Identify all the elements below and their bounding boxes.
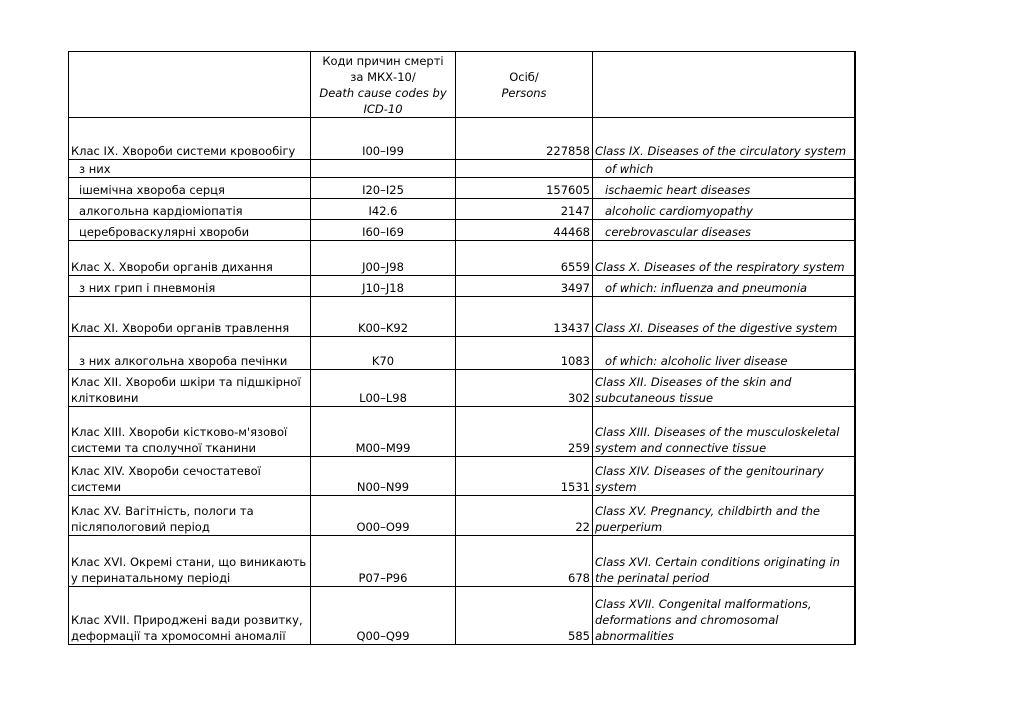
cell-en: alcoholic cardiomyopathy: [593, 199, 855, 220]
cell-ua: Клас XIII. Хвороби кістково-м'язової системи та сполучної тканини: [69, 407, 311, 457]
cell-ua: з них алкогольна хвороба печінки: [69, 337, 311, 370]
cell-persons: 1531: [456, 457, 593, 496]
cell-en: cerebrovascular diseases: [593, 220, 855, 241]
cell-en: of which: alcoholic liver disease: [593, 337, 855, 370]
cell-code: I00–I99: [311, 118, 456, 160]
cell-code: O00–O99: [311, 496, 456, 536]
cell-persons: [456, 160, 593, 178]
cell-en: Class XI. Diseases of the digestive system: [593, 297, 855, 337]
cell-en: Class IX. Diseases of the circulatory system: [593, 118, 855, 160]
cell-en: Class XVI. Certain conditions originating in the perinatal period: [593, 536, 855, 587]
cell-code: I60–I69: [311, 220, 456, 241]
table-row: [69, 276, 855, 297]
table-row: [69, 297, 855, 337]
cell-en: Class XIV. Diseases of the genitourinary system: [593, 457, 855, 496]
table-row: [69, 337, 855, 370]
cell-code: J10–J18: [311, 276, 456, 297]
cell-ua: з них грип і пневмонія: [69, 276, 311, 297]
header-codes: [311, 52, 456, 118]
table-row: [69, 536, 855, 587]
cell-en: Class XVII. Congenital malformations, deformations and chromosomal abnormalities: [593, 587, 855, 645]
cell-code: M00–M99: [311, 407, 456, 457]
cell-code: K70: [311, 337, 456, 370]
cell-code: J00–J98: [311, 241, 456, 276]
cell-persons: 13437: [456, 297, 593, 337]
cell-persons: 44468: [456, 220, 593, 241]
cell-code: I42.6: [311, 199, 456, 220]
header-persons: [456, 52, 593, 118]
cell-en: of which: [593, 160, 855, 178]
cell-ua: Клас XI. Хвороби органів травлення: [69, 297, 311, 337]
cell-ua: Клас IX. Хвороби системи кровообігу: [69, 118, 311, 160]
cell-ua: Клас XV. Вагітність, пологи та післяпологовий період: [69, 496, 311, 536]
cell-en: ischaemic heart diseases: [593, 178, 855, 199]
cell-code: I20–I25: [311, 178, 456, 199]
cell-ua: Клас XIV. Хвороби сечостатевої системи: [69, 457, 311, 496]
header-persons-en: Persons: [501, 85, 547, 100]
cell-en: Class X. Diseases of the respiratory system: [593, 241, 855, 276]
cell-persons: 585: [456, 587, 593, 645]
cell-ua: Клас XVI. Окремі стани, що виникають у перинатальному періоді: [69, 536, 311, 587]
cell-code: Q00–Q99: [311, 587, 456, 645]
cell-persons: 259: [456, 407, 593, 457]
cell-persons: 227858: [456, 118, 593, 160]
cell-persons: 6559: [456, 241, 593, 276]
table-row: [69, 160, 855, 178]
mortality-table: [68, 51, 856, 645]
table-row: [69, 457, 855, 496]
header-codes-en: Death cause codes by ICD-10: [319, 85, 447, 116]
cell-ua: Клас X. Хвороби органів дихання: [69, 241, 311, 276]
cell-persons: 22: [456, 496, 593, 536]
cell-code: P07–P96: [311, 536, 456, 587]
table-header-row: [69, 52, 855, 118]
cell-persons: 678: [456, 536, 593, 587]
header-blank-ua: [69, 52, 311, 118]
cell-en: of which: influenza and pneumonia: [593, 276, 855, 297]
cell-persons: 1083: [456, 337, 593, 370]
header-persons-ua: Осіб/: [509, 69, 539, 84]
table-row: [69, 241, 855, 276]
table-row: [69, 178, 855, 199]
table-row: [69, 199, 855, 220]
cell-code: N00–N99: [311, 457, 456, 496]
cell-ua: цереброваскулярні хвороби: [69, 220, 311, 241]
table-row: [69, 118, 855, 160]
header-blank-en: [593, 52, 855, 118]
table-row: [69, 496, 855, 536]
cell-persons: 3497: [456, 276, 593, 297]
cell-ua: з них: [69, 160, 311, 178]
cell-persons: 157605: [456, 178, 593, 199]
cell-code: [311, 160, 456, 178]
header-codes-ua: Коди причин смерті за МКХ-10/: [322, 53, 444, 84]
cell-en: Class XII. Diseases of the skin and subcutaneous tissue: [593, 370, 855, 407]
cell-ua: Клас XII. Хвороби шкіри та підшкірної клітковини: [69, 370, 311, 407]
table-row: [69, 370, 855, 407]
cell-ua: алкогольна кардіоміопатія: [69, 199, 311, 220]
table-row: [69, 220, 855, 241]
cell-en: Class XV. Pregnancy, childbirth and the puerperium: [593, 496, 855, 536]
table-row: [69, 587, 855, 645]
cell-persons: 302: [456, 370, 593, 407]
table-row: [69, 407, 855, 457]
cell-code: K00–K92: [311, 297, 456, 337]
cell-code: L00–L98: [311, 370, 456, 407]
cell-en: Class XIII. Diseases of the musculoskeletal system and connective tissue: [593, 407, 855, 457]
cell-ua: ішемічна хвороба серця: [69, 178, 311, 199]
cell-persons: 2147: [456, 199, 593, 220]
cell-ua: Клас XVII. Природжені вади розвитку, деформації та хромосомні аномалії: [69, 587, 311, 645]
